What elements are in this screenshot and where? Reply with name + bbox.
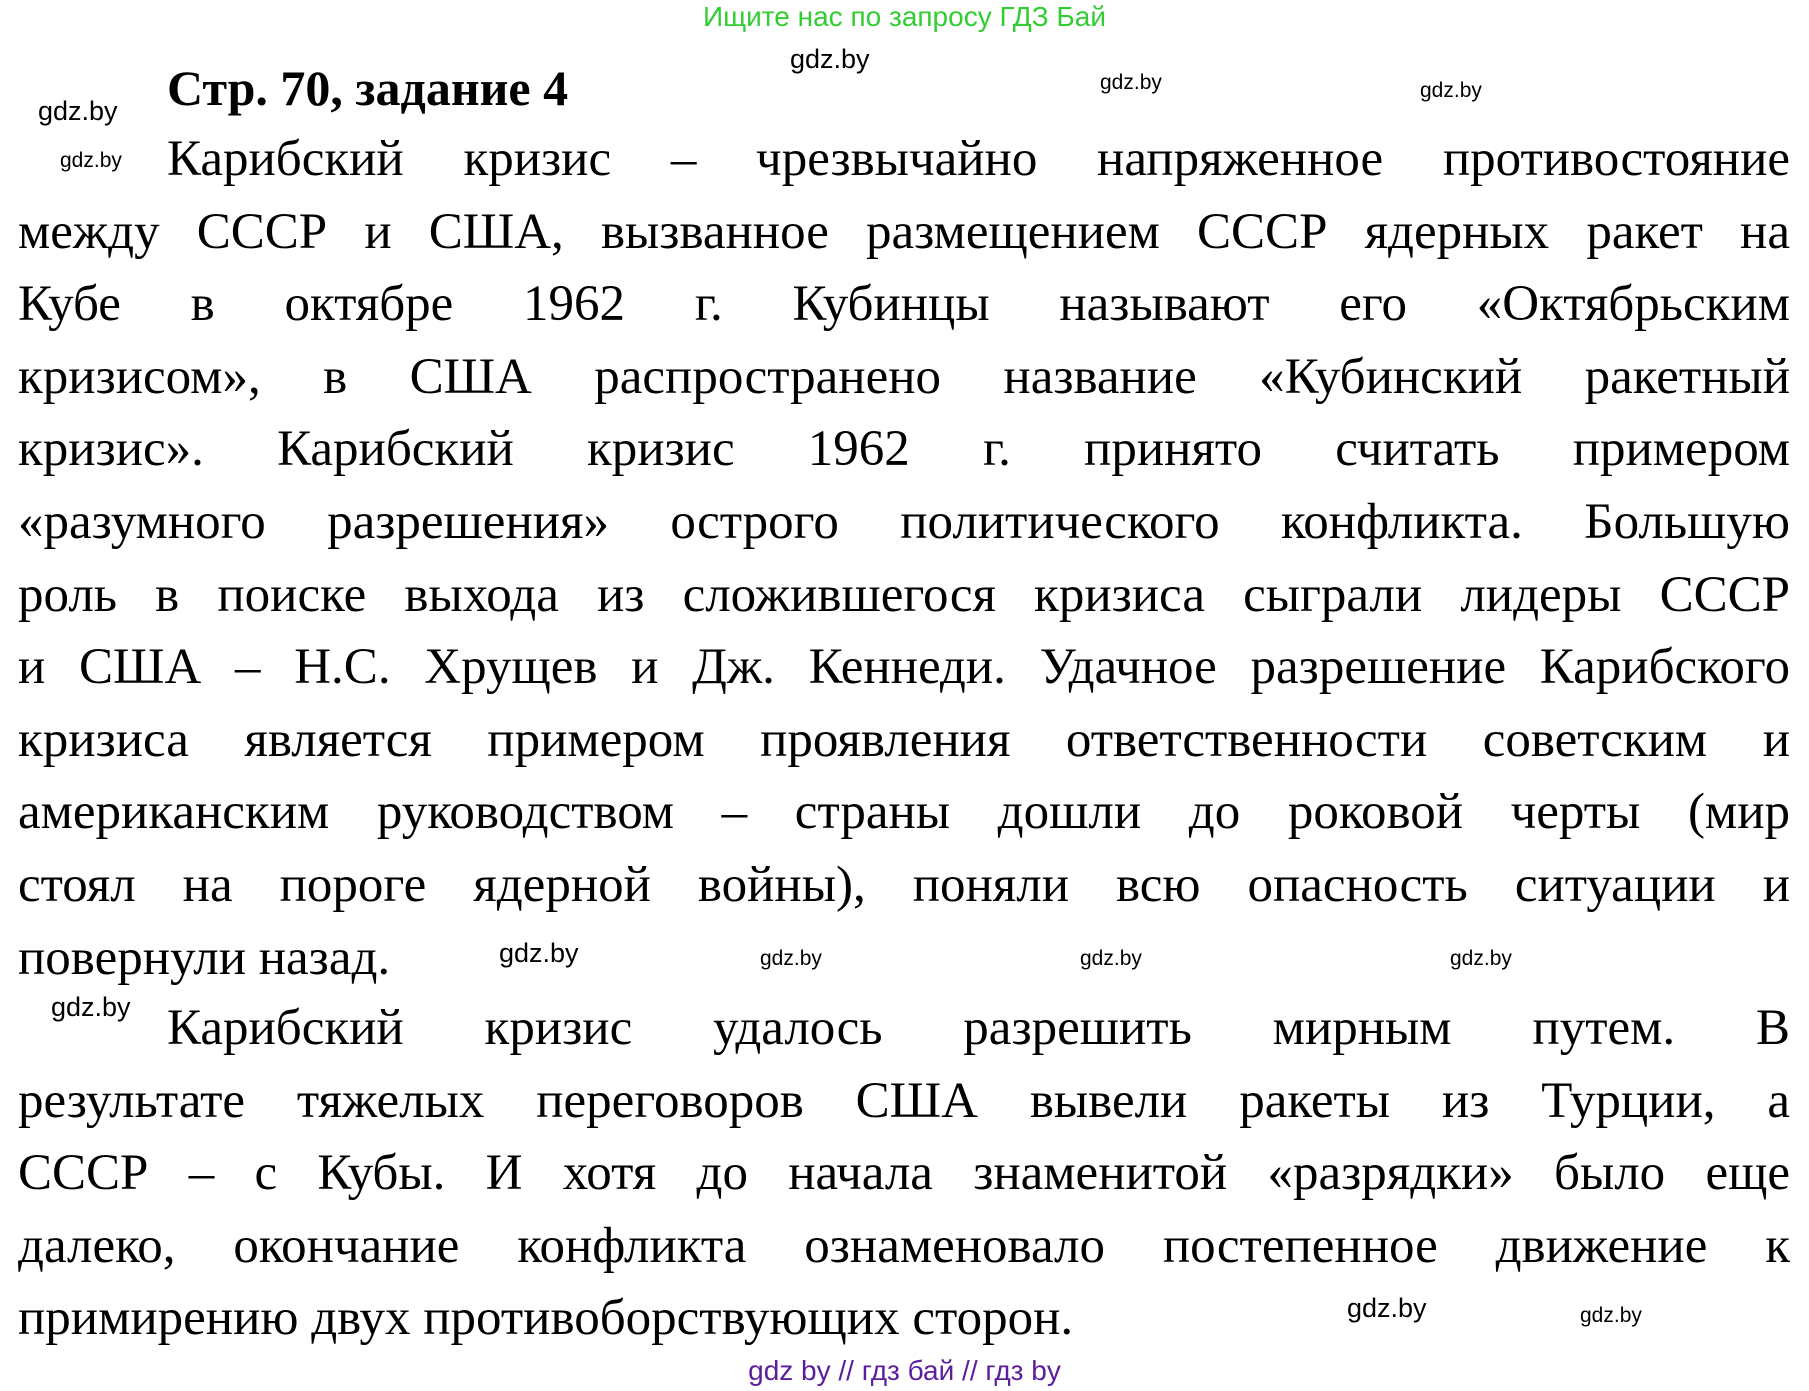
watermark: gdz.by (499, 938, 579, 968)
paragraph-1-line: кризис». Карибский кризис 1962 г. принято считать примером (18, 421, 1790, 478)
paragraph-1-line: кризиса является примером проявления ответственности советским и (18, 711, 1790, 768)
paragraph-1-line: между СССР и США, вызванное размещением СССР ядерных ракет на (18, 203, 1790, 260)
paragraph-1-line: американским руководством – страны дошли до роковой черты (мир (18, 784, 1790, 841)
watermark: gdz.by (1450, 947, 1512, 970)
paragraph-2-line: далеко, окончание конфликта ознаменовало постепенное движение к (18, 1217, 1790, 1274)
watermark: gdz.by (1420, 79, 1482, 102)
paragraph-1-line: стоял на пороге ядерной войны), поняли всю опасность ситуации и (18, 857, 1790, 913)
watermark: gdz.by (38, 96, 118, 126)
watermark: gdz.by (1100, 71, 1162, 94)
watermark: gdz.by (1347, 1293, 1427, 1323)
paragraph-1-line: «разумного разрешения» острого политического конфликта. Большую (18, 494, 1790, 550)
paragraph-2-line: результате тяжелых переговоров США вывели ракеты из Турции, а (18, 1072, 1790, 1129)
paragraph-2-line: примирению двух противоборствующих сторон. (18, 1290, 1074, 1347)
paragraph-1-line: повернули назад. (18, 929, 391, 986)
watermark: gdz.by (1580, 1304, 1642, 1327)
watermark: gdz.by (760, 947, 822, 970)
top-banner: Ищите нас по запросу ГДЗ Бай (702, 1, 1107, 32)
watermark: gdz.by (1080, 947, 1142, 970)
footer-links: gdz by // гдз бай // гдз by (748, 1355, 1061, 1386)
watermark: gdz.by (790, 44, 870, 74)
page-title: Стр. 70, задание 4 (167, 60, 569, 116)
paragraph-1-line: роль в поиске выхода из сложившегося кризиса сыграли лидеры СССР (18, 566, 1790, 623)
paragraph-2-line: СССР – с Кубы. И хотя до начала знаменитой «разрядки» было еще (18, 1145, 1790, 1202)
paragraph-1-line: и США – Н.С. Хрущев и Дж. Кеннеди. Удачное разрешение Карибского (18, 639, 1790, 696)
paragraph-2-line: Карибский кризис удалось разрешить мирным путем. В (167, 1000, 1790, 1056)
paragraph-1-line: Кубе в октябре 1962 г. Кубинцы называют его «Октябрьским (18, 276, 1790, 333)
paragraph-1-line: кризисом», в США распространено название «Кубинский ракетный (18, 348, 1790, 405)
watermark: gdz.by (51, 992, 131, 1022)
watermark: gdz.by (60, 149, 122, 172)
paragraph-1-line: Карибский кризис – чрезвычайно напряженное противостояние (167, 131, 1790, 187)
